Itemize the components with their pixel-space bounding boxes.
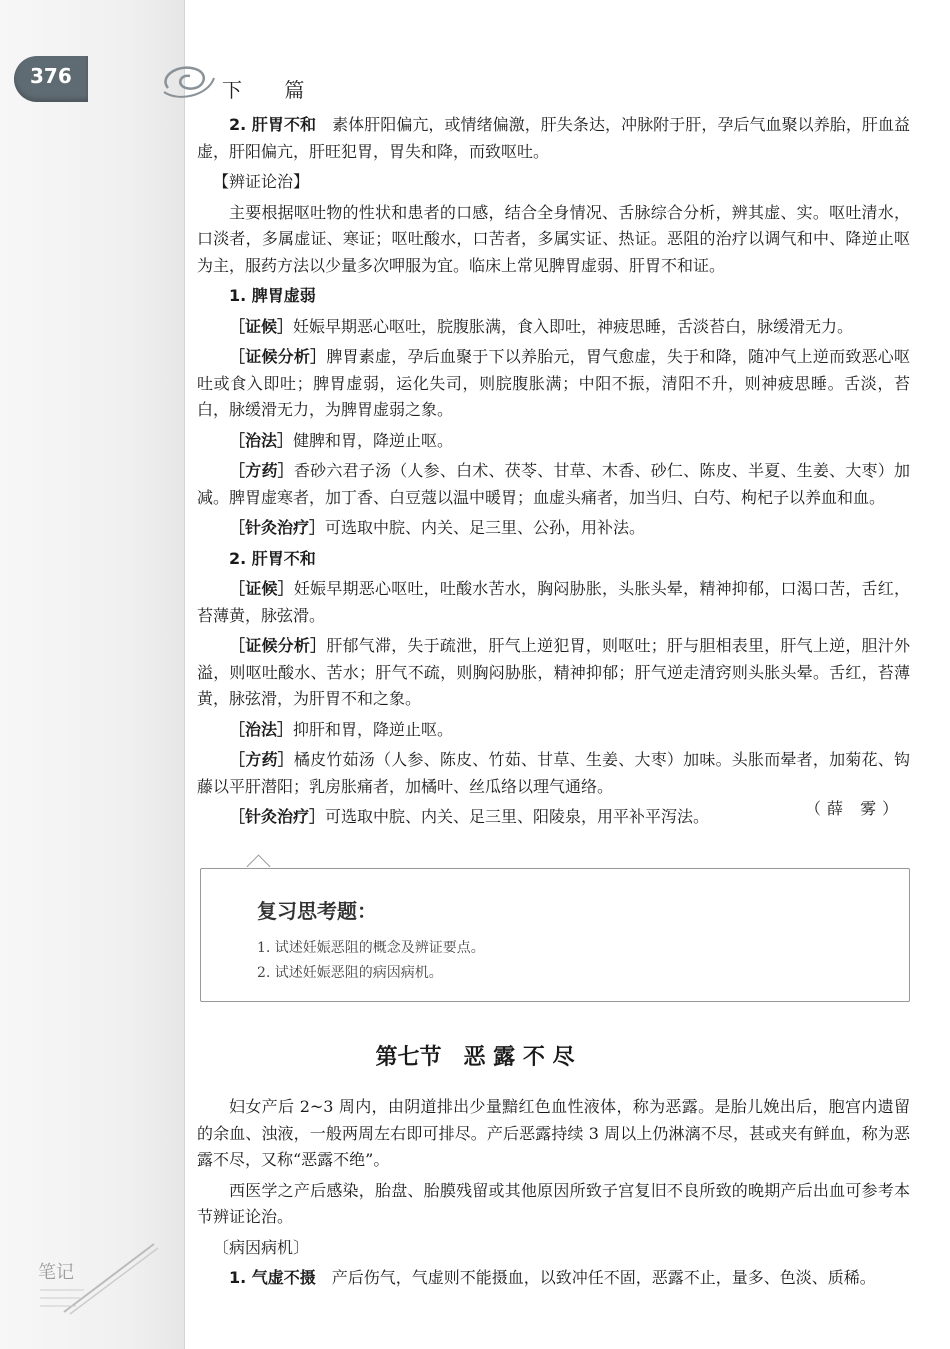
subheading: 2. 肝胃不和: [229, 548, 316, 568]
margin-note-label: 笔记: [38, 1262, 74, 1283]
section-name: 恶 露 不 尽: [463, 1045, 575, 1070]
section-label: 下 篇: [222, 78, 323, 102]
paragraph: ［证候分析］脾胃素虚，孕后血聚于下以养胎元，胃气愈虚，失于和降，随冲气上逆而致恶心呕吐或食入即吐；脾胃虚弱，运化失司，则脘腹胀满；中阳不振，清阳不升，则神疲思睡。舌淡，苔白，脉缓滑无力，为脾胃虚弱之象。: [197, 347, 910, 419]
review-questions-box: [200, 868, 910, 1002]
paragraph: ［方药］橘皮竹茹汤（人参、陈皮、竹茹、甘草、生姜、大枣）加味。头胀而晕者，加菊花、钩藤以平肝潜阳；乳房胀痛者，加橘叶、丝瓜络以理气通络。: [197, 750, 910, 796]
page-number: 376: [30, 64, 72, 88]
author-credit: （薛 雾）: [805, 799, 905, 818]
notes-pencil-icon: [34, 1240, 164, 1320]
notes-margin: [0, 0, 185, 1349]
paragraph: ［治法］抑肝和胃，降逆止呕。: [229, 719, 454, 739]
paragraph: 2. 肝胃不和 素体肝阳偏亢，或情绪偏激，肝失条达，冲脉附于肝，孕后气血聚以养胎，肝血益虚，肝阳偏亢，肝旺犯胃，胃失和降，而致呕吐。: [197, 115, 910, 161]
paragraph: ［治法］健脾和胃，降逆止呕。: [229, 430, 454, 450]
review-question: 2. 试述妊娠恶阻的病因病机。: [257, 965, 443, 981]
review-title: 复习思考题：: [257, 899, 377, 923]
section-title: [0, 1040, 950, 1071]
paragraph: ［证候］妊娠早期恶心呕吐，吐酸水苦水，胸闷胁胀，头胀头晕，精神抑郁，口渴口苦，舌红，苔薄黄，脉弦滑。: [197, 579, 910, 625]
paragraph: ［针灸治疗］可选取中脘、内关、足三里、阳陵泉，用平补平泻法。: [229, 807, 710, 826]
paragraph: 主要根据呕吐物的性状和患者的口感，结合全身情况、舌脉综合分析，辨其虚、实。呕吐清水，口淡者，多属虚证、寒证；呕吐酸水，口苦者，多属实证、热证。恶阻的治疗以调气和中、降逆止呕为主，服药方法以少量多次呷服为宜。临床上常见脾胃虚弱、肝胃不和证。: [197, 202, 910, 275]
paragraph: 妇女产后 2~3 周内，由阴道排出少量黯红色血性液体，称为恶露。是胎儿娩出后，胞宫内遗留的余血、浊液，一般两周左右即可排尽。产后恶露持续 3 周以上仍淋漓不尽，甚或夹有鲜血，称为恶露不尽，又称“恶露不绝”。: [197, 1097, 910, 1169]
paragraph: 西医学之产后感染，胎盘、胎膜残留或其他原因所致子宫复旧不良所致的晚期产后出血可参考本节辨证论治。: [197, 1180, 910, 1226]
body-text-top: [197, 112, 910, 831]
section-number: 第七节: [375, 1045, 442, 1070]
body-text-bottom: [197, 1094, 910, 1292]
paragraph: ［证候］妊娠早期恶心呕吐，脘腹胀满，食入即吐，神疲思睡，舌淡苔白，脉缓滑无力。: [229, 316, 854, 336]
paragraph: ［针灸治疗］可选取中脘、内关、足三里、公孙，用补法。: [229, 518, 646, 537]
section-heading: 【辨证论治】: [213, 172, 310, 191]
paragraph: 1. 气虚不摄 产后伤气，气虚则不能摄血，以致冲任不固，恶露不止，量多、色淡、质稀。: [229, 1268, 876, 1287]
subheading: 1. 脾胃虚弱: [229, 286, 316, 305]
swirl-logo-icon: [158, 58, 218, 102]
section-heading: 〔病因病机〕: [213, 1237, 310, 1257]
paragraph: ［证候分析］肝郁气滞，失于疏泄，肝气上逆犯胃，则呕吐；肝与胆相表里，肝气上逆，胆汁外溢，则呕吐酸水、苦水；肝气不疏，则胸闷胁胀，精神抑郁；肝气逆走清窍则头胀头晕。舌红，苔薄黄，脉弦滑，为肝胃不和之象。: [197, 636, 910, 708]
page-fold: [184, 0, 185, 1349]
review-question: 1. 试述妊娠恶阻的概念及辨证要点。: [257, 940, 485, 956]
paragraph: ［方药］香砂六君子汤（人参、白术、茯苓、甘草、木香、砂仁、陈皮、半夏、生姜、大枣）加减。脾胃虚寒者，加丁香、白豆蔻以温中暖胃；血虚头痛者，加当归、白芍、枸杞子以养血和血。: [197, 461, 910, 507]
